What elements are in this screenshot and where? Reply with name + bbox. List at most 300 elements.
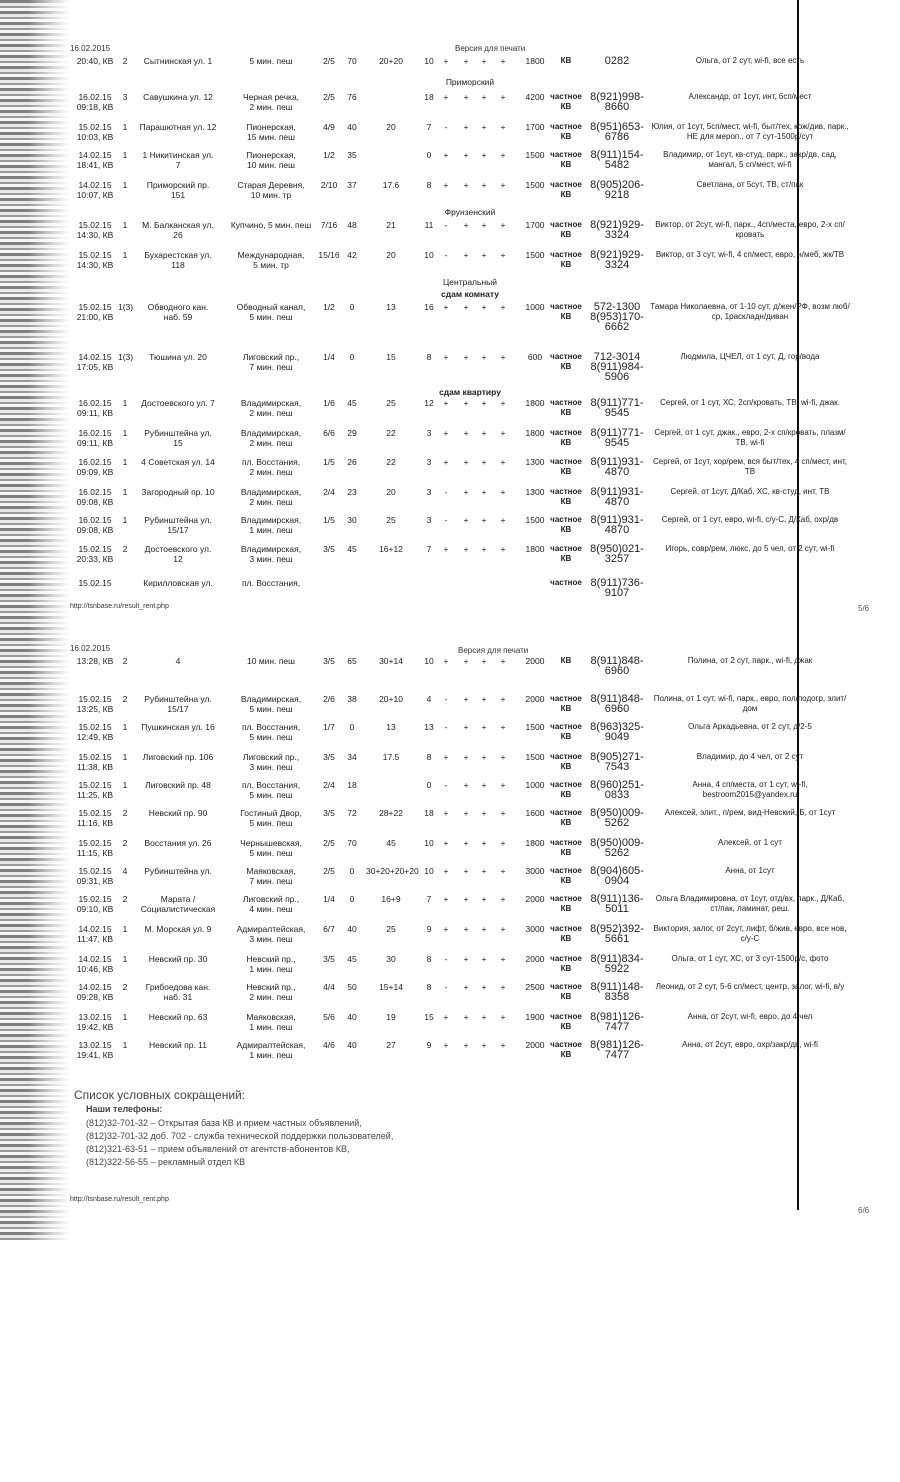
row-listing-type: частное КВ xyxy=(550,428,582,447)
row-kitchen-area: 0 xyxy=(426,150,432,160)
row-living-area: 20 xyxy=(386,487,396,497)
row-rooms: 1 xyxy=(122,1012,128,1022)
row-feature-1: - xyxy=(444,694,448,704)
row-feature-2: + xyxy=(463,150,469,160)
row-address: Кирилловская ул. xyxy=(143,578,213,588)
row-feature-2: + xyxy=(463,924,469,934)
page1-url: http://tsnbase.ru/result_rent.php xyxy=(70,603,169,610)
row-area: 45 xyxy=(347,954,357,964)
row-rooms: 1 xyxy=(122,752,128,762)
row-kitchen-area: 8 xyxy=(426,752,432,762)
row-rooms: 1 xyxy=(122,250,128,260)
row-feature-4: + xyxy=(500,92,506,102)
row-area: 38 xyxy=(347,694,357,704)
page1-number: 5/6 xyxy=(858,604,870,613)
row-floor: 4/4 xyxy=(323,982,335,992)
row-metro: Владимирская, 5 мин. пеш xyxy=(240,694,302,714)
row-listing-type: частное КВ xyxy=(550,92,582,111)
row-feature-3: + xyxy=(481,150,487,160)
row-feature-2: + xyxy=(463,487,469,497)
row-price: 1800 xyxy=(525,56,545,66)
row-address: Савушкина ул. 12 xyxy=(143,92,213,102)
row-feature-1: + xyxy=(443,1012,449,1022)
row-kitchen-area: 8 xyxy=(426,352,432,362)
row-feature-2: + xyxy=(463,894,469,904)
row-feature-2: + xyxy=(463,722,469,732)
row-comment: Тамара Николаевна, от 1-10 сут, д/жен/РФ, возм люб/ср, 1раскладн/диван xyxy=(650,302,850,321)
row-metro: Пионерская, 10 мин. пеш xyxy=(246,150,296,170)
row-metro: пл. Восстания, 2 мин. пеш xyxy=(241,457,301,477)
row-metro: Гостиный Двор, 5 мин. пеш xyxy=(240,808,302,828)
row-address: Приморский пр. 151 xyxy=(146,180,210,200)
row-address: Обводного кан. наб. 59 xyxy=(147,302,209,322)
row-area: 35 xyxy=(347,150,357,160)
row-rooms: 1(3) xyxy=(118,352,134,362)
row-area: 45 xyxy=(347,544,357,554)
row-floor: 3/5 xyxy=(323,808,335,818)
row-floor: 2/10 xyxy=(320,180,338,190)
row-feature-1: + xyxy=(443,352,449,362)
row-area: 48 xyxy=(347,220,357,230)
row-kitchen-area: 4 xyxy=(426,694,432,704)
row-date: 14.02.15 09:28, КВ xyxy=(76,982,114,1002)
row-listing-type: частное КВ xyxy=(550,1012,582,1031)
row-listing-type: частное КВ xyxy=(550,808,582,827)
row-date: 15.02.15 xyxy=(78,578,112,588)
row-floor: 1/4 xyxy=(323,352,335,362)
row-rooms: 1 xyxy=(122,457,128,467)
row-feature-3: + xyxy=(481,220,487,230)
row-kitchen-area: 15 xyxy=(424,1012,434,1022)
row-rooms: 2 xyxy=(122,656,128,666)
row-rooms: 1 xyxy=(122,150,128,160)
row-price: 1700 xyxy=(525,122,545,132)
row-phone: 8(921)998- 8660 xyxy=(590,91,644,113)
row-area: 30 xyxy=(347,515,357,525)
row-feature-1: + xyxy=(443,428,449,438)
legend-line: (812)322-56-55 – рекламный отдел КВ xyxy=(86,1157,246,1167)
row-comment: Виктор, от 3 сут, wi-fi, 4 сп/мест, евро, н/меб, жк/ТВ xyxy=(655,250,845,259)
row-comment: Светлана, от 5сут, ТВ, ст/пак xyxy=(696,180,804,189)
row-metro: Невский пр., 1 мин. пеш xyxy=(246,954,296,974)
row-phone: 8(911)848- 6960 xyxy=(590,693,644,715)
row-comment: Юлия, от 1сут, 5сп/мест, wi-fi, быт/тех, кож/див, парк., НЕ для мероп., от 7 сут-1500р/сут xyxy=(651,122,849,141)
row-feature-3: + xyxy=(481,924,487,934)
row-price: 1000 xyxy=(525,302,545,312)
row-price: 1800 xyxy=(525,544,545,554)
row-feature-1: + xyxy=(443,838,449,848)
row-feature-4: + xyxy=(500,924,506,934)
row-listing-type: частное КВ xyxy=(550,780,582,799)
row-floor: 2/5 xyxy=(323,56,335,66)
row-metro: Адмиралтейская, 1 мин. пеш xyxy=(236,1040,306,1060)
row-price: 2500 xyxy=(525,982,545,992)
row-metro: Невский пр., 2 мин. пеш xyxy=(246,982,296,1002)
row-comment: Виктория, залог, от 2сут, лифт, б/жив, евро, все нов, с/у-С xyxy=(653,924,847,943)
legend-subtitle: Наши телефоны: xyxy=(86,1104,163,1114)
row-metro: Лиговский пр., 7 мин. пеш xyxy=(242,352,300,372)
row-listing-type: частное КВ xyxy=(550,487,582,506)
row-address: 4 xyxy=(175,656,181,666)
row-kitchen-area: 8 xyxy=(426,954,432,964)
row-area: 0 xyxy=(349,352,355,362)
row-kitchen-area: 12 xyxy=(424,398,434,408)
row-date: 16.02.15 09:09, КВ xyxy=(76,457,114,477)
row-feature-4: + xyxy=(500,457,506,467)
row-price: 1700 xyxy=(525,220,545,230)
row-address: Невский пр. 30 xyxy=(148,954,208,964)
page2-print-version: Версия для печати xyxy=(458,646,529,655)
row-feature-2: + xyxy=(463,808,469,818)
row-floor: 2/4 xyxy=(323,780,335,790)
row-kitchen-area: 9 xyxy=(426,924,432,934)
row-kitchen-area: 8 xyxy=(426,982,432,992)
row-feature-4: + xyxy=(500,894,506,904)
row-feature-1: + xyxy=(443,866,449,876)
row-comment: Александр, от 1сут, инт, 6сп/мест xyxy=(688,92,812,101)
row-living-area: 15+14 xyxy=(379,982,403,992)
row-feature-3: + xyxy=(481,180,487,190)
row-feature-4: + xyxy=(500,302,506,312)
row-date: 20:40, КВ xyxy=(76,56,114,66)
row-kitchen-area: 10 xyxy=(424,866,434,876)
row-feature-4: + xyxy=(500,866,506,876)
row-listing-type: частное КВ xyxy=(550,838,582,857)
row-living-area: 45 xyxy=(386,838,396,848)
legend-line: (812)32-701-32 – Открытая база КВ и прием частных объявлений, xyxy=(86,1118,362,1128)
row-phone: 8(911)931- 4870 xyxy=(590,486,644,508)
row-feature-3: + xyxy=(481,694,487,704)
row-floor: 1/5 xyxy=(323,457,335,467)
row-kitchen-area: 7 xyxy=(426,894,432,904)
row-feature-3: + xyxy=(481,92,487,102)
row-listing-type: частное КВ xyxy=(550,694,582,713)
row-metro: Пионерская, 15 мин. пеш xyxy=(246,122,296,142)
row-comment: Ольга Аркадьевна, от 2 сут, д/2-5 xyxy=(688,722,812,731)
row-floor: 1/7 xyxy=(323,722,335,732)
row-area: 26 xyxy=(347,457,357,467)
row-feature-2: + xyxy=(463,694,469,704)
row-comment: Ольга Владимировна, от 1сут, отд/вх, парк., Д/Каб, ст/пак, ламинат, реш. xyxy=(655,894,845,913)
row-listing-type: частное КВ xyxy=(550,722,582,741)
row-floor: 3/5 xyxy=(323,656,335,666)
row-floor: 15/16 xyxy=(318,250,340,260)
row-feature-1: + xyxy=(443,457,449,467)
row-address: Восстания ул. 26 xyxy=(144,838,212,848)
row-living-area: 27 xyxy=(386,1040,396,1050)
row-feature-4: + xyxy=(500,487,506,497)
row-feature-3: + xyxy=(481,982,487,992)
row-floor: 1/2 xyxy=(323,302,335,312)
row-feature-3: + xyxy=(481,352,487,362)
row-phone: 8(950)009- 5262 xyxy=(590,807,644,829)
row-living-area: 22 xyxy=(386,428,396,438)
subheader-room: сдам комнату xyxy=(441,289,499,299)
row-feature-3: + xyxy=(481,544,487,554)
row-price: 1500 xyxy=(525,250,545,260)
row-phone: 8(911)931- 4870 xyxy=(590,514,644,536)
row-feature-3: + xyxy=(481,722,487,732)
row-metro: Купчино, 5 мин. пеш xyxy=(230,220,312,230)
row-comment: Анна, 4 сп/места, от 1 сут, wi-fi, bestroom2015@yandex.ru xyxy=(692,780,808,799)
row-feature-3: + xyxy=(481,866,487,876)
row-comment: Анна, от 2сут, евро, охр/закр/дв, wi-fi xyxy=(682,1040,818,1049)
row-feature-3: + xyxy=(481,838,487,848)
row-price: 600 xyxy=(527,352,543,362)
row-kitchen-area: 10 xyxy=(424,838,434,848)
row-feature-4: + xyxy=(500,752,506,762)
row-address: Достоевского ул. 7 xyxy=(141,398,215,408)
row-comment: Полина, от 2 сут, парк., wi-fi, джак xyxy=(687,656,813,665)
row-feature-2: + xyxy=(463,866,469,876)
row-floor: 6/7 xyxy=(323,924,335,934)
row-metro: Владимирская, 2 мин. пеш xyxy=(240,398,302,418)
row-metro: пл. Восстания, xyxy=(241,578,301,588)
row-feature-3: + xyxy=(481,954,487,964)
row-rooms: 2 xyxy=(122,894,128,904)
row-feature-2: + xyxy=(463,180,469,190)
row-area: 18 xyxy=(347,780,357,790)
row-date: 15.02.15 10:03, КВ xyxy=(76,122,114,142)
row-feature-4: + xyxy=(500,220,506,230)
row-feature-4: + xyxy=(500,808,506,818)
row-feature-1: + xyxy=(443,56,449,66)
row-phone: 8(911)148- 8358 xyxy=(590,981,644,1003)
row-metro: пл. Восстания, 5 мин. пеш xyxy=(241,780,301,800)
row-area: 0 xyxy=(349,302,355,312)
row-feature-2: + xyxy=(463,457,469,467)
row-phone: 8(904)605- 0904 xyxy=(590,865,644,887)
row-phone: 8(911)848- 6960 xyxy=(590,655,644,677)
row-price: 2000 xyxy=(525,954,545,964)
row-comment: Полина, от 1 сут, wi-fi, парк., евро, пол/подогр, элит/дом xyxy=(653,694,847,713)
row-feature-4: + xyxy=(500,780,506,790)
row-living-area: 22 xyxy=(386,457,396,467)
row-floor: 1/2 xyxy=(323,150,335,160)
row-address: Рубинштейна ул. 15/17 xyxy=(144,694,212,714)
row-listing-type: КВ xyxy=(560,56,572,65)
row-date: 15.02.15 20:33, КВ xyxy=(76,544,114,564)
row-rooms: 2 xyxy=(122,544,128,554)
row-rooms: 1 xyxy=(122,220,128,230)
row-comment: Сергей, от 1сут, хор/рем, вся быт/тех, 4 сп/мест, инт, ТВ xyxy=(653,457,847,476)
row-kitchen-area: 0 xyxy=(426,780,432,790)
row-floor: 2/5 xyxy=(323,92,335,102)
row-feature-2: + xyxy=(463,302,469,312)
row-phone: 8(911)931- 4870 xyxy=(590,456,644,478)
row-comment: Сергей, от 1 сут, евро, wi-fi, с/у-С, Д/Каб, охр/дв xyxy=(661,515,839,524)
row-date: 16.02.15 09:11, КВ xyxy=(77,428,113,448)
row-listing-type: частное КВ xyxy=(550,924,582,943)
row-metro: Черная речка, 2 мин. пеш xyxy=(242,92,300,112)
row-feature-4: + xyxy=(500,694,506,704)
row-living-area: 19 xyxy=(386,1012,396,1022)
row-address: Грибоедова кан. наб. 31 xyxy=(145,982,211,1002)
row-address: Лиговский пр. 106 xyxy=(142,752,214,762)
row-listing-type: частное КВ xyxy=(550,515,582,534)
district-primorsky: Приморский xyxy=(445,77,495,87)
row-date: 13.02.15 19:42, КВ xyxy=(76,1012,114,1032)
row-kitchen-area: 11 xyxy=(424,220,434,230)
row-address: Невский пр. 63 xyxy=(148,1012,208,1022)
row-living-area: 28+22 xyxy=(379,808,403,818)
subheader-flat: сдам квартиру xyxy=(439,387,501,397)
row-address: Лиговский пр. 48 xyxy=(145,780,211,790)
row-floor: 3/5 xyxy=(323,544,335,554)
row-floor: 1/6 xyxy=(323,398,335,408)
row-feature-1: - xyxy=(444,982,448,992)
row-feature-4: + xyxy=(500,1012,506,1022)
row-feature-2: + xyxy=(463,838,469,848)
row-metro: Владимирская, 2 мин. пеш xyxy=(240,428,302,448)
row-area: 40 xyxy=(347,924,357,934)
row-date: 15.02.15 11:16, КВ xyxy=(77,808,113,828)
page2-date: 16.02.2015 xyxy=(70,644,111,653)
page1-date: 16.02.2015 xyxy=(70,44,111,53)
row-price: 1500 xyxy=(525,752,545,762)
row-feature-1: + xyxy=(443,752,449,762)
row-price: 3000 xyxy=(525,924,545,934)
row-listing-type: частное КВ xyxy=(550,250,582,269)
row-metro: Владимирская, 3 мин. пеш xyxy=(240,544,302,564)
row-rooms: 1 xyxy=(122,398,128,408)
row-comment: Сергей, от 1 сут, ХС, 2сп/кровать, ТВ, wi-fi, джак. xyxy=(660,398,840,407)
row-price: 1300 xyxy=(525,457,545,467)
row-metro: Старая Деревня, 10 мин. тр xyxy=(237,180,305,200)
row-feature-1: + xyxy=(443,894,449,904)
row-listing-type: частное КВ xyxy=(550,302,582,321)
row-feature-3: + xyxy=(481,302,487,312)
row-floor: 1/4 xyxy=(323,894,335,904)
row-feature-3: + xyxy=(481,1012,487,1022)
row-feature-4: + xyxy=(500,398,506,408)
row-kitchen-area: 18 xyxy=(424,808,434,818)
row-area: 70 xyxy=(347,56,357,66)
row-feature-1: + xyxy=(443,924,449,934)
row-kitchen-area: 3 xyxy=(426,428,432,438)
legend-title: Список условных сокращений: xyxy=(74,1088,246,1102)
row-phone: 8(921)929- 3324 xyxy=(590,249,644,271)
row-comment: Ольга, от 1 сут, ХС, от 3 сут-1500р/с, фото xyxy=(671,954,829,963)
row-date: 16.02.15 09:08, КВ xyxy=(76,487,114,507)
scan-edge-shadow xyxy=(0,0,70,1240)
row-date: 14.02.15 10:07, КВ xyxy=(76,180,114,200)
row-rooms: 1 xyxy=(122,954,128,964)
row-feature-4: + xyxy=(500,122,506,132)
row-rooms: 2 xyxy=(122,838,128,848)
row-phone: 8(911)771- 9545 xyxy=(590,427,644,449)
row-rooms: 1 xyxy=(122,180,128,190)
row-feature-2: + xyxy=(463,92,469,102)
row-living-area: 20 xyxy=(386,122,396,132)
row-feature-2: + xyxy=(463,56,469,66)
row-price: 1500 xyxy=(525,180,545,190)
row-price: 2000 xyxy=(525,894,545,904)
row-comment: Владимир, от 1сут, кв-студ, парк., закр/дв, сад, мангал, 5 сп/мест, wi-fi xyxy=(663,150,837,169)
row-feature-3: + xyxy=(481,752,487,762)
row-feature-1: + xyxy=(443,302,449,312)
row-rooms: 2 xyxy=(122,808,128,818)
row-area: 50 xyxy=(347,982,357,992)
row-price: 2000 xyxy=(525,656,545,666)
row-feature-4: + xyxy=(500,352,506,362)
row-floor: 6/6 xyxy=(323,428,335,438)
row-rooms: 2 xyxy=(122,982,128,992)
row-metro: 10 мин. пеш xyxy=(247,656,295,666)
row-living-area: 30+20+20+20 xyxy=(366,866,419,876)
row-listing-type: частное КВ xyxy=(550,398,582,417)
row-comment: Владимир, до 4 чел, от 2 сут xyxy=(696,752,804,761)
row-date: 16.02.15 09:11, КВ xyxy=(77,398,113,418)
row-date: 14.02.15 17:05, КВ xyxy=(76,352,114,372)
row-phone: 8(981)126- 7477 xyxy=(590,1011,644,1033)
row-kitchen-area: 13 xyxy=(424,722,434,732)
row-feature-2: + xyxy=(463,780,469,790)
row-feature-1: + xyxy=(443,150,449,160)
row-listing-type: частное КВ xyxy=(550,894,582,913)
row-phone: 8(911)736- 9107 xyxy=(590,577,644,599)
row-living-area: 16+9 xyxy=(381,894,401,904)
row-feature-1: - xyxy=(444,780,448,790)
row-metro: Владимирская, 1 мин. пеш xyxy=(240,515,302,535)
row-listing-type: частное КВ xyxy=(550,352,582,371)
row-floor: 3/5 xyxy=(323,954,335,964)
row-feature-1: - xyxy=(444,722,448,732)
row-kitchen-area: 8 xyxy=(426,180,432,190)
legend-line: (812)32-701-32 доб. 702 - служба технической поддержки пользователей, xyxy=(86,1131,394,1141)
row-price: 1800 xyxy=(525,838,545,848)
row-kitchen-area: 7 xyxy=(426,544,432,554)
row-comment: Леонид, от 2 сут, 5-6 сп/мест, центр, залог, wi-fi, в/у xyxy=(655,982,845,991)
row-floor: 4/9 xyxy=(323,122,335,132)
row-price: 1900 xyxy=(525,1012,545,1022)
row-kitchen-area: 10 xyxy=(424,656,434,666)
row-living-area: 13 xyxy=(386,302,396,312)
row-area: 0 xyxy=(349,894,355,904)
row-floor: 2/6 xyxy=(323,694,335,704)
row-feature-1: + xyxy=(443,656,449,666)
row-feature-1: - xyxy=(444,122,448,132)
row-date: 16.02.15 09:18, КВ xyxy=(76,92,114,112)
row-address: Тюшина ул. 20 xyxy=(149,352,207,362)
row-living-area: 21 xyxy=(386,220,396,230)
row-area: 40 xyxy=(347,122,357,132)
row-rooms: 4 xyxy=(122,866,128,876)
row-living-area: 25 xyxy=(386,398,396,408)
row-price: 3000 xyxy=(525,866,545,876)
row-phone: 572-1300 8(953)170- 6662 xyxy=(590,301,644,333)
row-listing-type: частное КВ xyxy=(550,954,582,973)
row-area: 23 xyxy=(347,487,357,497)
row-listing-type: частное КВ xyxy=(550,220,582,239)
row-date: 14.02.15 18:41, КВ xyxy=(76,150,114,170)
row-comment: Сергей, от 1сут, Д/Каб, ХС, кв-студ, инт, ТВ xyxy=(670,487,830,496)
row-address: Пушкинская ул. 16 xyxy=(141,722,215,732)
row-feature-1: - xyxy=(444,487,448,497)
row-feature-3: + xyxy=(481,122,487,132)
row-phone: 0282 xyxy=(604,55,630,67)
row-date: 15.02.15 14:30, КВ xyxy=(76,250,114,270)
legend-line: (812)321-63-51 – прием объявлений от агентств-абонентов КВ, xyxy=(86,1144,350,1154)
row-phone: 8(905)271- 7543 xyxy=(590,751,644,773)
row-listing-type: частное КВ xyxy=(550,866,582,885)
row-address: Загородный пр. 10 xyxy=(141,487,215,497)
row-feature-1: + xyxy=(443,544,449,554)
row-feature-3: + xyxy=(481,56,487,66)
row-feature-4: + xyxy=(500,250,506,260)
row-kitchen-area: 3 xyxy=(426,515,432,525)
row-area: 45 xyxy=(347,398,357,408)
